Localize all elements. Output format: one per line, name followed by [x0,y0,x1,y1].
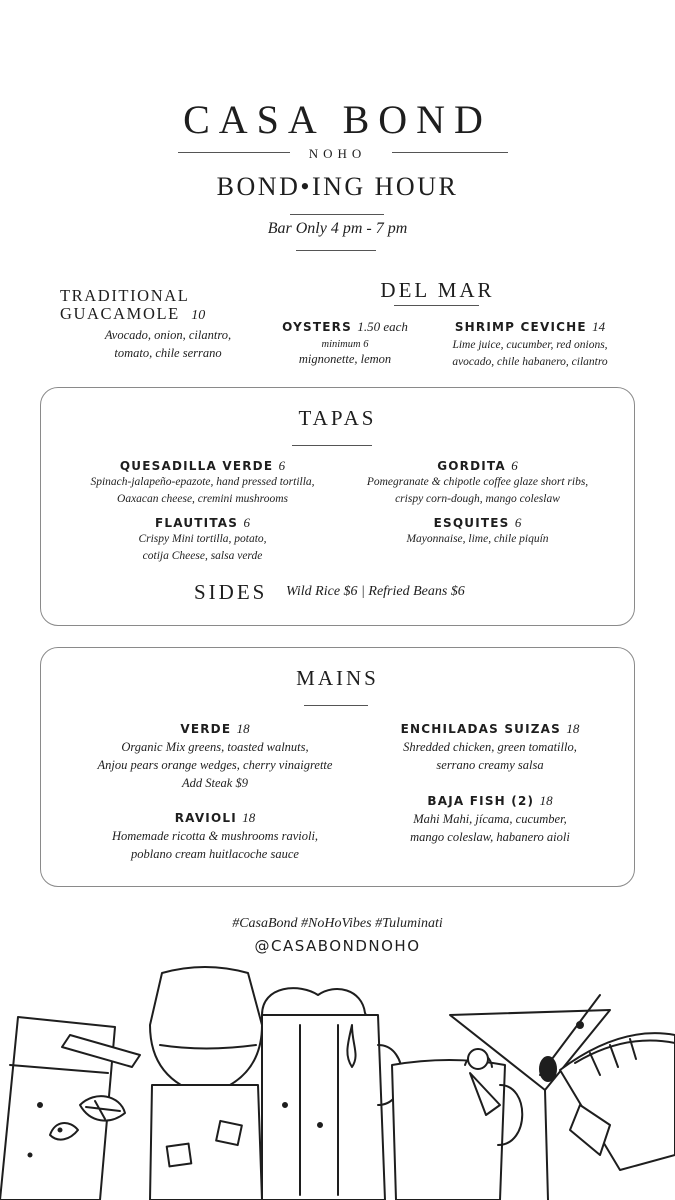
oysters-name: OYSTERS [282,320,352,334]
baja-fish-item [370,793,610,846]
shrimp-ceviche-desc-line1: Lime juice, cucumber, red onions, [452,339,608,351]
guacamole-description [68,326,268,362]
baja-fish-price: 18 [539,793,553,808]
oysters-minimum: minimum 6 [321,339,369,350]
ravioli-name: RAVIOLI [174,811,237,825]
divider [304,705,368,706]
enchiladas-suizas-name: ENCHILADAS SUIZAS [400,722,562,736]
shrimp-ceviche-desc-line2: avocado, chile habanero, cilantro [452,356,608,368]
guacamole-price: 10 [191,308,206,323]
oysters-item [260,319,430,368]
ravioli-desc-line2: poblano cream huitlacoche sauce [131,847,299,861]
enchiladas-suizas-price: 18 [566,721,580,736]
wine-glass-icon [150,967,262,1200]
shrimp-ceviche-price: 14 [592,319,606,334]
hours-label: Bar Only 4 pm - 7 pm [267,220,408,237]
divider [292,445,372,446]
gordita-price: 6 [511,458,518,473]
verde-name: VERDE [180,722,232,736]
gordita-desc-line1: Pomegranate & chipotle coffee glaze short ribs, [366,476,589,488]
quesadilla-verde-price: 6 [278,458,286,473]
brand-name: CASA BOND [183,97,492,142]
flautitas-desc-line2: cotija Cheese, salsa verde [142,550,263,562]
tumbler-glass-icon [0,1017,140,1200]
verde-desc-line2: Anjou pears orange wedges, cherry vinaigrette [97,758,333,772]
flautitas-item [70,515,335,565]
baja-fish-desc-line1: Mahi Mahi, jícama, cucumber, [413,812,567,826]
ravioli-item [70,810,360,863]
verde-item [70,721,360,792]
drinks-illustration [0,955,675,1200]
oysters-desc: mignonette, lemon [298,352,392,366]
gordita-name: GORDITA [437,459,506,473]
quesadilla-verde-item [70,458,335,508]
tapas-title: TAPAS [298,406,377,430]
esquites-name: ESQUITES [433,516,510,530]
flautitas-price: 6 [243,515,251,530]
shrimp-ceviche-name: SHRIMP CEVICHE [454,320,587,334]
esquites-item [345,515,610,548]
esquites-desc-line1: Mayonnaise, lime, chile piquín [406,533,549,545]
divider [290,214,384,215]
verde-desc-line1: Organic Mix greens, toasted walnuts, [121,740,309,754]
baja-fish-name: BAJA FISH (2) [427,794,535,808]
ravioli-desc-line1: Homemade ricotta & mushrooms ravioli, [111,829,319,843]
mains-title: MAINS [296,666,379,690]
ravioli-price: 18 [242,810,256,825]
sides-title: SIDES [194,580,268,604]
margarita-glass-icon [560,1033,675,1170]
baja-fish-desc-line2: mango coleslaw, habanero aioli [410,830,570,844]
gordita-item [345,458,610,508]
enchiladas-suizas-item [370,721,610,774]
instagram-handle[interactable]: @CASABONDNOHO [254,937,421,955]
guacamole-desc-line1: Avocado, onion, cilantro, [104,328,232,342]
quesadilla-verde-desc-line2: Oaxacan cheese, cremini mushrooms [117,493,288,505]
beer-mug-icon [262,988,402,1200]
verde-price: 18 [236,721,250,736]
guacamole-name-line1: TRADITIONAL [60,286,190,305]
guacamole-title [60,287,245,325]
quesadilla-verde-name: QUESADILLA VERDE [119,459,274,473]
mule-mug-icon [392,1049,522,1200]
flautitas-desc-line1: Crispy Mini tortilla, potato, [138,533,267,545]
gordita-desc-line2: crispy corn-dough, mango coleslaw [395,493,560,505]
divider [392,152,508,153]
enchiladas-suizas-desc-line1: Shredded chicken, green tomatillo, [403,740,577,754]
divider [296,250,376,251]
esquites-price: 6 [514,515,522,530]
guacamole-name-line2: GUACAMOLE [60,304,180,323]
menu-title: BOND•ING HOUR [216,172,459,201]
enchiladas-suizas-desc-line2: serrano creamy salsa [436,758,544,772]
quesadilla-verde-desc-line1: Spinach-jalapeño-epazote, hand pressed tortilla, [90,476,315,488]
sides-items: Wild Rice $6 | Refried Beans $6 [286,584,465,599]
hashtags: #CasaBond #NoHoVibes #Tuluminati [232,916,443,931]
del-mar-title: DEL MAR [380,278,495,302]
flautitas-name: FLAUTITAS [154,516,239,530]
verde-add-on: Add Steak $9 [182,776,248,790]
divider [394,305,479,306]
oysters-price: 1.50 each [357,319,408,334]
location-label: NOHO [308,146,367,161]
shrimp-ceviche-item [430,319,630,371]
guacamole-desc-line2: tomato, chile serrano [114,346,222,360]
